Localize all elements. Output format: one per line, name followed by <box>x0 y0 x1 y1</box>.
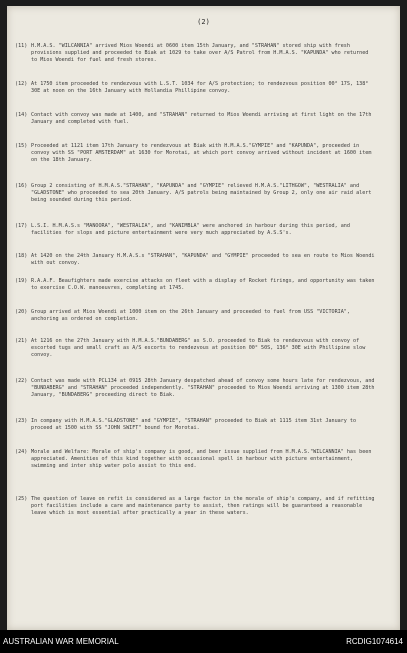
paragraph-text: Proceeded at 1121 item 17th January to rendezvous at Biak with H.M.A.S."GYMPIE" and "KAPUNDA", proceeded in convoy with SS "PORT AMSTERDAM" at 1630 for Morotai, at which port convoy arrived without incident at 1600 item on the 18th January. <box>31 143 372 163</box>
paragraph-19 <box>15 278 377 292</box>
paragraph-number: (16) <box>15 183 28 189</box>
paragraph-18 <box>15 253 377 267</box>
paragraph-25 <box>15 496 377 517</box>
paragraph-number: (14) <box>15 112 28 118</box>
paragraph-number: (18) <box>15 253 28 259</box>
paragraph-number: (19) <box>15 278 28 284</box>
paragraph-text: In company with H.M.A.S."GLADSTONE" and "GYMPIE", "STRAHAN" proceeded to Biak at 1115 item 31st January to proceed at 1500 with SS "JOHN SWIFT" bound for Morotai. <box>31 418 357 431</box>
paragraph-number: (17) <box>15 223 28 229</box>
paragraph-number: (21) <box>15 338 28 344</box>
paragraph-17 <box>15 223 377 237</box>
paragraph-20 <box>15 309 377 323</box>
paragraph-text: H.M.A.S. "WILCANNIA" arrived Mios Woendi at 0600 item 15th January, and "STRAHAN" stored ship with fresh provisions supplied and proceeded to Biak at 1029 to take over A/S Patrol from H.M.A.S. "KAPUNDA" who returned to Mios Woendi for fuel and fresh stores. <box>31 43 369 63</box>
paragraph-number: (25) <box>15 496 28 502</box>
archive-name: AUSTRALIAN WAR MEMORIAL <box>3 637 119 646</box>
paragraph-23 <box>15 418 377 432</box>
paragraph-text: Group 2 consisting of H.M.A.S."STRAHAN", "KAPUNDA" and "GYMPIE" relieved H.M.A.S."LITHGOW", "WESTRALIA" and "GLADSTONE" who proceeded to sea 20th January. A/S patrols being maintained by Group 2, only one air raid alert being sounded during this period. <box>31 183 372 203</box>
paragraph-text: Contact with convoy was made at 1400, and "STRAHAN" returned to Mios Woendi arriving at first light on the 17th January and completed with fuel. <box>31 112 372 125</box>
paragraph-15 <box>15 143 377 164</box>
paragraph-text: Morale and Welfare: Morale of ship's company is good, and beer issue supplied from H.M.A.S."WILCANNIA" has been appreciated. Amenities of this kind together with occasional spell in harbour with picture entertainment, swimming and inter ship water polo assist to this end. <box>31 449 372 469</box>
paragraph-number: (23) <box>15 418 28 424</box>
paragraph-text: L.S.I. H.M.A.S.s "MANOORA", "WESTRALIA", and "KANIMBLA" were anchored in harbour during this period, and facilities for slops and picture entertainment were very much appreciated by A.S.S's. <box>31 223 350 236</box>
page-number: (2) <box>197 18 210 26</box>
document-page <box>7 6 400 630</box>
paragraph-number: (24) <box>15 449 28 455</box>
paragraph-text: At 1216 on the 27th January with H.M.A.S."BUNDABERG" as S.O. proceeded to Biak to rendezvous with convoy of escorted tugs and small craft as A/S escorts to rendezvous at position 00° 50S, 136° 30E with Phillipine slow convoy. <box>31 338 366 358</box>
paragraph-number: (15) <box>15 143 28 149</box>
paragraph-21 <box>15 338 377 359</box>
paragraph-22 <box>15 378 377 399</box>
paragraph-text: R.A.A.F. Beaufighters made exercise attacks on fleet with a display of Rocket firings, and opportunity was taken to exercise C.O.W. manoeuvres, completing at 1745. <box>31 278 375 291</box>
paragraph-number: (12) <box>15 81 28 87</box>
paragraph-number: (11) <box>15 43 28 49</box>
paragraph-24 <box>15 449 377 470</box>
paragraph-text: Contact was made with PCL134 at 0915 28th January despatched ahead of convoy some hours late for rendezvous, and "BUNDABERG" and "STRAHAN" proceeded independently. "STRAHAN" proceeded to Mios Woendi arriving at 1300 item 28th January, "BUNDABERG" proceeding direct to Biak. <box>31 378 375 398</box>
archive-footer-bar <box>0 630 407 653</box>
record-id: RCDIG1074614 <box>346 637 403 646</box>
paragraph-text: At 1750 item proceeded to rendezvous with L.S.T. 1034 for A/S protection; to rendezvous position 00° 17S, 138° 30E at noon on the 16th January with Hollandia Phillipine convoy. <box>31 81 369 94</box>
paragraph-16 <box>15 183 377 204</box>
paragraph-12 <box>15 81 377 95</box>
paragraph-text: Group arrived at Mios Woendi at 1000 item on the 26th January and proceeded to fuel from USS "VICTORIA", anchoring as ordered on completion. <box>31 309 350 322</box>
paragraph-text: The question of leave on refit is considered as a large factor in the morale of ship's company, and if refitting port facilities include a care and maintenance party to assist, then ratings will be guaranteed a reasonable leave which is most essential after practically a year in these waters. <box>31 496 375 516</box>
paragraph-number: (20) <box>15 309 28 315</box>
paragraph-14 <box>15 112 377 126</box>
paragraph-11 <box>15 43 377 64</box>
paragraph-number: (22) <box>15 378 28 384</box>
paragraph-text: At 1420 on the 24th January H.M.A.S.s "STRAHAN", "KAPUNDA" and "GYMPIE" proceeded to sea en route to Mios Woendi with out convoy. <box>31 253 375 266</box>
